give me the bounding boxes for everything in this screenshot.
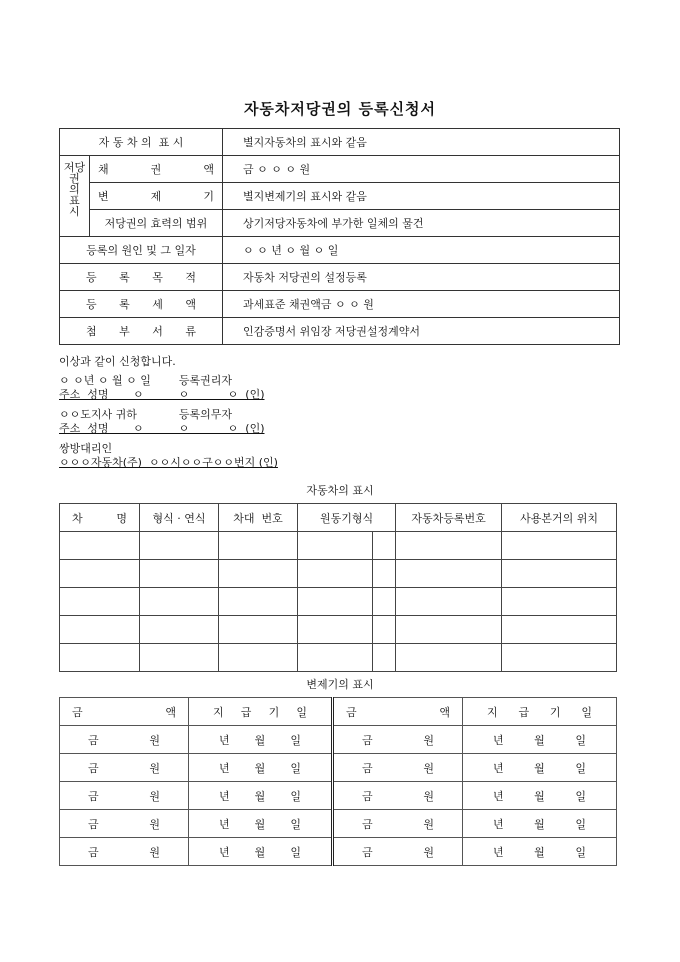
label-claim-amount bbox=[90, 156, 223, 183]
due-date-cell[interactable] bbox=[463, 838, 617, 866]
vehicle-cell[interactable] bbox=[140, 532, 219, 560]
amount-cell[interactable] bbox=[60, 838, 189, 866]
vlabel-char: 의 bbox=[69, 183, 80, 196]
amount-part: 원 bbox=[423, 789, 434, 803]
header-engine-type: 원동기형식 bbox=[298, 504, 396, 532]
vehicle-cell[interactable] bbox=[219, 532, 298, 560]
repayment-table-row bbox=[60, 754, 617, 782]
value-cause-date[interactable]: ㅇ ㅇ 년 ㅇ 월 ㅇ 일 bbox=[223, 237, 620, 264]
vehicle-table-row bbox=[60, 588, 617, 616]
due-date-cell[interactable] bbox=[189, 810, 333, 838]
amount-part: 금 bbox=[362, 845, 373, 859]
header-base-location: 사용본거의 위치 bbox=[502, 504, 617, 532]
label-part: 서 bbox=[152, 325, 163, 338]
amount-part: 원 bbox=[149, 789, 160, 803]
label-part: 부 bbox=[119, 325, 130, 338]
due-date-part: 월 bbox=[534, 733, 545, 747]
vehicle-cell[interactable] bbox=[298, 616, 373, 644]
vehicle-table bbox=[59, 503, 617, 672]
vehicle-cell[interactable] bbox=[60, 560, 140, 588]
declaration-block bbox=[59, 355, 278, 470]
label-part: 변 bbox=[98, 190, 109, 203]
due-date-part: 년 bbox=[493, 761, 504, 775]
label-part: 액 bbox=[185, 298, 196, 311]
declaration-date-line: ㅇ ㅇ년 ㅇ 월 ㅇ 일 등록권리자 bbox=[59, 374, 232, 387]
vehicle-cell[interactable] bbox=[140, 588, 219, 616]
label-part: 액 bbox=[203, 163, 214, 176]
label-repayment-term bbox=[90, 183, 223, 210]
row-repayment-term bbox=[60, 183, 620, 210]
vehicle-cell[interactable] bbox=[60, 616, 140, 644]
vehicle-cell[interactable] bbox=[396, 560, 502, 588]
value-repayment-term[interactable]: 별지변제기의 표시와 같음 bbox=[223, 183, 620, 210]
header-part: 기 bbox=[268, 705, 280, 719]
amount-part: 금 bbox=[362, 761, 373, 775]
label-part: 록 bbox=[119, 298, 130, 311]
declaration-intro: 이상과 같이 신청합니다. bbox=[59, 355, 176, 368]
vehicle-table-row bbox=[60, 532, 617, 560]
amount-part: 원 bbox=[423, 817, 434, 831]
vehicle-cell[interactable] bbox=[298, 588, 373, 616]
row-attachments bbox=[60, 318, 620, 345]
due-date-part: 일 bbox=[290, 789, 301, 803]
due-date-part: 년 bbox=[219, 817, 230, 831]
label-part: 제 bbox=[150, 190, 162, 203]
header-part: 액 bbox=[439, 705, 450, 719]
vehicle-cell[interactable] bbox=[502, 532, 617, 560]
vehicle-cell[interactable] bbox=[60, 532, 140, 560]
amount-cell[interactable] bbox=[60, 726, 189, 754]
amount-part: 원 bbox=[149, 817, 160, 831]
vehicle-cell[interactable] bbox=[60, 588, 140, 616]
vehicle-cell[interactable] bbox=[373, 616, 396, 644]
header-chassis-number: 차대 번호 bbox=[219, 504, 298, 532]
amount-part: 금 bbox=[88, 761, 99, 775]
vehicle-cell[interactable] bbox=[396, 616, 502, 644]
value-purpose[interactable]: 자동차 저당권의 설정등록 bbox=[223, 264, 620, 291]
amount-part: 금 bbox=[88, 789, 99, 803]
label-part: 록 bbox=[119, 271, 130, 284]
label-effect-scope: 저당권의 효력의 범위 bbox=[90, 210, 223, 237]
amount-cell[interactable] bbox=[60, 754, 189, 782]
vlabel-char: 권 bbox=[69, 172, 80, 185]
amount-cell[interactable] bbox=[333, 838, 463, 866]
due-date-part: 일 bbox=[575, 845, 586, 859]
due-date-part: 월 bbox=[254, 733, 266, 747]
vehicle-cell[interactable] bbox=[396, 644, 502, 672]
vehicle-cell[interactable] bbox=[396, 588, 502, 616]
amount-part: 원 bbox=[149, 761, 160, 775]
vehicle-cell[interactable] bbox=[502, 644, 617, 672]
due-date-cell[interactable] bbox=[189, 726, 333, 754]
agent-signature-line[interactable]: ㅇㅇㅇ자동차(주) ㅇㅇ시ㅇㅇ구ㅇㅇ번지 (인) bbox=[59, 456, 278, 469]
vehicle-cell[interactable] bbox=[140, 560, 219, 588]
due-date-part: 년 bbox=[219, 733, 230, 747]
due-date-cell[interactable] bbox=[463, 754, 617, 782]
vehicle-cell[interactable] bbox=[140, 616, 219, 644]
vehicle-table-header bbox=[60, 504, 617, 532]
header-model-year: 형식 · 연식 bbox=[140, 504, 219, 532]
due-date-cell[interactable] bbox=[463, 726, 617, 754]
header-part: 지 bbox=[213, 705, 224, 719]
label-purpose bbox=[60, 264, 223, 291]
vehicle-cell[interactable] bbox=[373, 560, 396, 588]
vehicle-cell[interactable] bbox=[219, 588, 298, 616]
due-date-part: 월 bbox=[254, 817, 266, 831]
due-date-part: 월 bbox=[254, 789, 266, 803]
amount-part: 금 bbox=[88, 733, 99, 747]
label-vehicle-display: 자 동 차 의 표 시 bbox=[60, 129, 223, 156]
vehicle-cell[interactable] bbox=[502, 616, 617, 644]
header-due-date-right bbox=[463, 698, 617, 726]
due-date-part: 년 bbox=[219, 789, 230, 803]
vehicle-cell[interactable] bbox=[298, 532, 373, 560]
amount-part: 원 bbox=[149, 845, 160, 859]
header-part: 일 bbox=[581, 705, 592, 719]
label-part: 기 bbox=[203, 190, 214, 203]
due-date-part: 월 bbox=[534, 817, 545, 831]
due-date-part: 년 bbox=[493, 845, 504, 859]
header-part: 차 bbox=[72, 511, 83, 525]
registration-main-table bbox=[59, 128, 620, 345]
vehicle-cell[interactable] bbox=[373, 644, 396, 672]
due-date-part: 년 bbox=[493, 733, 504, 747]
value-tax[interactable]: 과세표준 채권액금 ㅇ ㅇ 원 bbox=[223, 291, 620, 318]
vehicle-cell[interactable] bbox=[502, 588, 617, 616]
repayment-table-row bbox=[60, 838, 617, 866]
amount-cell[interactable] bbox=[333, 726, 463, 754]
repayment-table bbox=[59, 697, 617, 866]
vehicle-table-row bbox=[60, 560, 617, 588]
due-date-part: 일 bbox=[575, 761, 586, 775]
label-part: 목 bbox=[152, 271, 163, 284]
due-date-part: 년 bbox=[219, 761, 230, 775]
row-effect-scope bbox=[60, 210, 620, 237]
vlabel-char: 시 bbox=[69, 205, 80, 218]
agent-label: 쌍방대리인 bbox=[59, 442, 113, 455]
header-amount-left bbox=[60, 698, 189, 726]
label-attachments bbox=[60, 318, 223, 345]
row-purpose bbox=[60, 264, 620, 291]
label-part: 류 bbox=[185, 325, 196, 338]
amount-cell[interactable] bbox=[333, 810, 463, 838]
amount-part: 금 bbox=[362, 817, 373, 831]
vehicle-cell[interactable] bbox=[219, 644, 298, 672]
label-part: 첨 bbox=[86, 325, 97, 338]
amount-part: 금 bbox=[88, 817, 99, 831]
value-claim-amount[interactable]: 금 ㅇ ㅇ ㅇ 원 bbox=[223, 156, 620, 183]
due-date-part: 월 bbox=[534, 845, 545, 859]
repayment-table-row bbox=[60, 810, 617, 838]
header-part: 명 bbox=[116, 511, 127, 525]
vehicle-cell[interactable] bbox=[396, 532, 502, 560]
due-date-part: 일 bbox=[290, 733, 301, 747]
due-date-part: 일 bbox=[290, 845, 301, 859]
due-date-part: 년 bbox=[219, 845, 230, 859]
row-tax bbox=[60, 291, 620, 318]
label-part: 등 bbox=[86, 271, 97, 284]
vehicle-cell[interactable] bbox=[298, 644, 373, 672]
amount-part: 원 bbox=[149, 733, 160, 747]
vehicle-cell[interactable] bbox=[140, 644, 219, 672]
label-tax bbox=[60, 291, 223, 318]
due-date-part: 일 bbox=[575, 817, 586, 831]
due-date-part: 월 bbox=[254, 845, 266, 859]
due-date-part: 년 bbox=[493, 817, 504, 831]
label-part: 권 bbox=[150, 163, 162, 176]
addressee-line: ㅇㅇ도지사 귀하 등록의무자 bbox=[59, 408, 232, 421]
vehicle-cell[interactable] bbox=[60, 644, 140, 672]
amount-part: 원 bbox=[423, 733, 434, 747]
vehicle-cell[interactable] bbox=[298, 560, 373, 588]
header-amount-right bbox=[333, 698, 463, 726]
due-date-cell[interactable] bbox=[189, 754, 333, 782]
due-date-cell[interactable] bbox=[189, 782, 333, 810]
label-part: 채 bbox=[98, 163, 109, 176]
amount-part: 금 bbox=[88, 845, 99, 859]
amount-cell[interactable] bbox=[60, 782, 189, 810]
vehicle-cell[interactable] bbox=[373, 532, 396, 560]
label-part: 세 bbox=[152, 298, 163, 311]
repayment-table-header bbox=[60, 698, 617, 726]
vehicle-cell[interactable] bbox=[373, 588, 396, 616]
due-date-part: 일 bbox=[290, 761, 301, 775]
rights-holder-signature-line[interactable]: 주소 성명 ㅇ ㅇ ㅇ (인) bbox=[59, 388, 265, 401]
header-part: 금 bbox=[72, 705, 83, 719]
amount-cell[interactable] bbox=[333, 782, 463, 810]
vlabel-char: 표 bbox=[69, 194, 80, 207]
header-part: 급 bbox=[240, 705, 252, 719]
label-part: 등 bbox=[86, 298, 97, 311]
vehicle-table-caption: 자동차의 표시 bbox=[306, 484, 374, 497]
header-part: 급 bbox=[518, 705, 530, 719]
repayment-table-row bbox=[60, 726, 617, 754]
due-date-cell[interactable] bbox=[463, 810, 617, 838]
amount-cell[interactable] bbox=[60, 810, 189, 838]
due-date-part: 월 bbox=[254, 761, 266, 775]
due-date-part: 일 bbox=[575, 733, 586, 747]
repayment-table-caption: 변제기의 표시 bbox=[306, 678, 374, 691]
value-effect-scope[interactable]: 상기저당자동차에 부가한 일체의 물건 bbox=[223, 210, 620, 237]
value-vehicle-display[interactable]: 별지자동차의 표시와 같음 bbox=[223, 129, 620, 156]
value-attachments[interactable]: 인감증명서 위임장 저당권설정계약서 bbox=[223, 318, 620, 345]
amount-part: 금 bbox=[362, 789, 373, 803]
label-part: 적 bbox=[185, 271, 196, 284]
vehicle-cell[interactable] bbox=[219, 616, 298, 644]
amount-part: 금 bbox=[362, 733, 373, 747]
header-due-date-left bbox=[189, 698, 333, 726]
repayment-table-row bbox=[60, 782, 617, 810]
label-cause-date: 등록의 원인 및 그 일자 bbox=[60, 237, 223, 264]
vehicle-cell[interactable] bbox=[219, 560, 298, 588]
header-part: 기 bbox=[549, 705, 561, 719]
page-title: 자동차저당권의 등록신청서 bbox=[243, 100, 437, 118]
amount-cell[interactable] bbox=[333, 754, 463, 782]
header-registration-number: 자동차등록번호 bbox=[396, 504, 502, 532]
due-date-part: 일 bbox=[575, 789, 586, 803]
row-cause-date bbox=[60, 237, 620, 264]
due-date-part: 년 bbox=[493, 789, 504, 803]
header-car-name bbox=[60, 504, 140, 532]
obligor-signature-line[interactable]: 주소 성명 ㅇ ㅇ ㅇ (인) bbox=[59, 422, 265, 435]
header-part: 액 bbox=[165, 705, 176, 719]
row-vehicle-display bbox=[60, 129, 620, 156]
amount-part: 원 bbox=[423, 761, 434, 775]
header-part: 금 bbox=[346, 705, 357, 719]
due-date-part: 월 bbox=[534, 789, 545, 803]
header-part: 지 bbox=[487, 705, 498, 719]
vlabel-char: 저당 bbox=[63, 161, 86, 174]
due-date-cell[interactable] bbox=[463, 782, 617, 810]
vehicle-table-row bbox=[60, 644, 617, 672]
row-claim-amount bbox=[60, 156, 620, 183]
due-date-cell[interactable] bbox=[189, 838, 333, 866]
header-part: 일 bbox=[296, 705, 307, 719]
vehicle-cell[interactable] bbox=[502, 560, 617, 588]
vehicle-table-row bbox=[60, 616, 617, 644]
amount-part: 원 bbox=[423, 845, 434, 859]
label-mortgage-display-group bbox=[60, 156, 90, 237]
due-date-part: 일 bbox=[290, 817, 301, 831]
due-date-part: 월 bbox=[534, 761, 545, 775]
